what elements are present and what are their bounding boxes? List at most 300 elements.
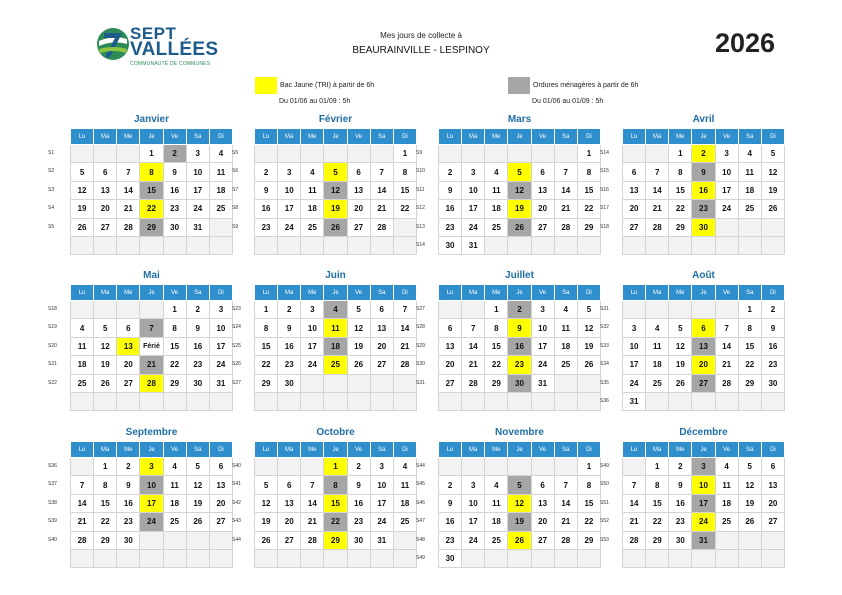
day-cell: 20	[531, 200, 554, 218]
day-cell: 3	[462, 476, 485, 494]
day-cell: 3	[140, 458, 163, 476]
day-cell: 10	[623, 337, 646, 355]
day-header: Lu	[71, 285, 94, 301]
day-cell: 7	[71, 476, 94, 494]
day-cell: 28	[370, 218, 393, 236]
day-cell: 1	[669, 145, 692, 163]
week-number: S40	[232, 463, 241, 469]
empty-cell	[209, 218, 232, 236]
day-cell: 8	[393, 163, 416, 181]
day-header: Lu	[623, 285, 646, 301]
day-cell: 27	[278, 531, 301, 549]
empty-cell	[554, 145, 577, 163]
day-header: Je	[324, 442, 347, 458]
day-cell: 1	[485, 301, 508, 319]
day-cell: 4	[554, 301, 577, 319]
day-cell: 5	[669, 319, 692, 337]
empty-cell	[71, 458, 94, 476]
day-cell: 12	[324, 181, 347, 199]
empty-cell	[94, 301, 117, 319]
empty-cell	[738, 531, 761, 549]
week-numbers	[48, 457, 68, 549]
day-header: Sa	[738, 442, 761, 458]
empty-cell	[646, 301, 669, 319]
empty-cell	[462, 392, 485, 410]
day-cell: 16	[186, 337, 209, 355]
day-cell: 23	[669, 513, 692, 531]
week-number: S44	[416, 463, 425, 469]
day-cell: 13	[117, 337, 140, 355]
day-cell: 13	[531, 181, 554, 199]
day-cell: 14	[393, 319, 416, 337]
day-cell: 29	[738, 374, 761, 392]
day-cell: 1	[94, 458, 117, 476]
day-cell: 9	[163, 163, 186, 181]
day-cell: 7	[554, 476, 577, 494]
legend-gray-sub: Du 01/06 au 01/09 : 5h	[532, 98, 604, 105]
empty-cell	[140, 531, 163, 549]
day-cell: 9	[439, 494, 462, 512]
empty-cell	[508, 549, 531, 567]
day-cell: 23	[439, 218, 462, 236]
day-cell: 23	[508, 356, 531, 374]
day-header: Ma	[646, 285, 669, 301]
day-cell: 24	[623, 374, 646, 392]
day-cell: 24	[370, 513, 393, 531]
day-cell: 17	[692, 494, 715, 512]
week-numbers	[416, 300, 436, 392]
week-number: S21	[48, 361, 57, 368]
empty-cell	[117, 392, 140, 410]
day-cell: 5	[94, 319, 117, 337]
day-cell: 28	[140, 374, 163, 392]
day-cell: 25	[209, 200, 232, 218]
day-cell: 27	[209, 513, 232, 531]
week-numbers	[232, 457, 252, 549]
day-cell: 3	[209, 301, 232, 319]
day-cell: 26	[324, 218, 347, 236]
day-header: Di	[577, 129, 600, 145]
day-cell: 1	[577, 145, 600, 163]
week-number: S53	[600, 536, 609, 543]
empty-cell	[140, 549, 163, 567]
day-cell: 1	[646, 458, 669, 476]
day-cell: 10	[370, 476, 393, 494]
day-cell: 1	[393, 145, 416, 163]
day-cell: 17	[715, 181, 738, 199]
empty-cell	[554, 374, 577, 392]
day-cell: 13	[347, 181, 370, 199]
logo-line-1: SEPT	[130, 24, 177, 43]
day-cell: 25	[301, 218, 324, 236]
day-cell: 3	[531, 301, 554, 319]
day-cell: 24	[186, 200, 209, 218]
day-cell: 30	[439, 549, 462, 567]
day-cell: 31	[462, 236, 485, 254]
day-cell: 22	[324, 513, 347, 531]
day-cell: 8	[577, 476, 600, 494]
week-number: S33	[600, 342, 609, 349]
empty-cell	[94, 549, 117, 567]
day-cell: 10	[186, 163, 209, 181]
day-cell: 24	[462, 218, 485, 236]
day-cell: 17	[462, 200, 485, 218]
empty-cell	[577, 236, 600, 254]
day-cell: 21	[462, 356, 485, 374]
empty-cell	[531, 549, 554, 567]
month-grid	[254, 441, 417, 568]
day-cell: 14	[554, 494, 577, 512]
empty-cell	[117, 236, 140, 254]
day-cell: 6	[94, 163, 117, 181]
week-number: S26	[232, 361, 241, 368]
day-cell: 18	[715, 494, 738, 512]
day-cell: 23	[761, 356, 784, 374]
empty-cell	[324, 549, 347, 567]
day-header: Je	[324, 285, 347, 301]
day-header: Ma	[278, 285, 301, 301]
day-header: Sa	[370, 129, 393, 145]
week-numbers	[600, 144, 620, 236]
empty-cell	[186, 392, 209, 410]
empty-cell	[738, 392, 761, 410]
day-cell: 31	[370, 531, 393, 549]
empty-cell	[623, 301, 646, 319]
empty-cell	[761, 531, 784, 549]
day-cell: 18	[71, 356, 94, 374]
day-cell: 26	[347, 356, 370, 374]
empty-cell	[462, 549, 485, 567]
empty-cell	[646, 392, 669, 410]
empty-cell	[439, 458, 462, 476]
day-cell: 28	[715, 374, 738, 392]
day-cell: 25	[715, 513, 738, 531]
legend-gray-swatch	[508, 77, 530, 94]
week-number: S36	[48, 463, 57, 469]
empty-cell	[692, 392, 715, 410]
day-cell: 25	[738, 200, 761, 218]
empty-cell	[439, 145, 462, 163]
day-header: Lu	[255, 129, 278, 145]
day-header: Ma	[646, 442, 669, 458]
day-header: Di	[761, 442, 784, 458]
day-cell: 20	[209, 494, 232, 512]
day-cell: 9	[186, 319, 209, 337]
day-cell: 20	[370, 337, 393, 355]
day-cell: 29	[140, 218, 163, 236]
day-cell: 28	[71, 531, 94, 549]
day-cell: 26	[738, 513, 761, 531]
day-cell: 20	[278, 513, 301, 531]
day-cell: 12	[347, 319, 370, 337]
day-cell: 7	[140, 319, 163, 337]
month-grid	[622, 128, 785, 255]
empty-cell	[94, 392, 117, 410]
day-header: Ve	[715, 285, 738, 301]
empty-cell	[577, 549, 600, 567]
day-cell: 14	[117, 181, 140, 199]
week-number: S6	[232, 168, 239, 175]
day-cell: 3	[692, 458, 715, 476]
day-header: Me	[117, 442, 140, 458]
week-number: S49	[600, 463, 609, 469]
empty-cell	[255, 458, 278, 476]
day-cell: 4	[738, 145, 761, 163]
empty-cell	[301, 374, 324, 392]
day-cell: 29	[324, 531, 347, 549]
day-header: Ma	[94, 285, 117, 301]
month-name: Juillet	[505, 270, 534, 281]
empty-cell	[301, 392, 324, 410]
empty-cell	[646, 549, 669, 567]
day-cell: 1	[140, 145, 163, 163]
empty-cell	[370, 145, 393, 163]
day-cell: 13	[370, 319, 393, 337]
day-cell: 30	[692, 218, 715, 236]
day-cell: 19	[186, 494, 209, 512]
empty-cell	[163, 392, 186, 410]
day-cell: 14	[370, 181, 393, 199]
empty-cell	[462, 145, 485, 163]
empty-cell	[531, 392, 554, 410]
day-header: Ve	[531, 442, 554, 458]
day-cell: 5	[577, 301, 600, 319]
day-cell: 12	[508, 181, 531, 199]
legend-yellow-swatch	[255, 77, 277, 94]
day-cell: 11	[71, 337, 94, 355]
day-header: Je	[692, 129, 715, 145]
day-header: Me	[117, 129, 140, 145]
day-cell: 14	[301, 494, 324, 512]
day-cell: 15	[577, 494, 600, 512]
day-cell: 2	[692, 145, 715, 163]
day-cell: 6	[278, 476, 301, 494]
month-name: Mars	[507, 114, 532, 125]
day-cell: 23	[347, 513, 370, 531]
week-number: S24	[232, 324, 241, 331]
day-cell: 11	[209, 163, 232, 181]
empty-cell	[347, 145, 370, 163]
week-number: S25	[232, 342, 241, 349]
day-cell: 8	[140, 163, 163, 181]
day-cell: 28	[646, 218, 669, 236]
day-cell: 16	[761, 337, 784, 355]
week-numbers	[232, 144, 252, 236]
day-cell: 13	[531, 494, 554, 512]
day-header: Di	[393, 442, 416, 458]
day-cell: 4	[646, 319, 669, 337]
month-name: Octobre	[316, 427, 355, 438]
day-cell: 23	[255, 218, 278, 236]
empty-cell	[324, 236, 347, 254]
empty-cell	[301, 458, 324, 476]
day-cell: 10	[462, 181, 485, 199]
day-cell: 5	[71, 163, 94, 181]
day-cell: 2	[255, 163, 278, 181]
week-number: S8	[232, 205, 239, 212]
day-cell: 25	[485, 218, 508, 236]
day-cell: 21	[623, 513, 646, 531]
day-header: Di	[209, 442, 232, 458]
day-cell: 15	[255, 337, 278, 355]
day-cell: Férié	[140, 337, 163, 355]
day-cell: 3	[186, 145, 209, 163]
header-subtitle: Mes jours de collecte à	[380, 31, 462, 40]
day-header: Je	[508, 285, 531, 301]
day-cell: 19	[577, 337, 600, 355]
week-numbers	[416, 457, 436, 567]
day-cell: 30	[117, 531, 140, 549]
empty-cell	[393, 549, 416, 567]
week-number: S52	[600, 518, 609, 525]
day-cell: 7	[554, 163, 577, 181]
week-number: S48	[416, 536, 425, 543]
day-cell: 4	[485, 163, 508, 181]
day-header: Me	[301, 442, 324, 458]
day-cell: 28	[554, 218, 577, 236]
day-cell: 26	[255, 531, 278, 549]
day-header: Lu	[439, 129, 462, 145]
empty-cell	[462, 301, 485, 319]
day-header: Me	[669, 285, 692, 301]
day-header: Je	[140, 285, 163, 301]
week-number: S13	[416, 223, 425, 230]
day-cell: 5	[508, 476, 531, 494]
day-cell: 8	[94, 476, 117, 494]
empty-cell	[301, 145, 324, 163]
week-number: S42	[232, 499, 241, 506]
week-number: S18	[600, 223, 609, 230]
day-cell: 18	[738, 181, 761, 199]
day-header: Lu	[623, 129, 646, 145]
empty-cell	[554, 392, 577, 410]
empty-cell	[485, 549, 508, 567]
empty-cell	[347, 392, 370, 410]
day-cell: 2	[163, 145, 186, 163]
day-cell: 9	[439, 181, 462, 199]
logo-line-2: VALLÉES	[130, 39, 219, 60]
day-header: Ma	[462, 285, 485, 301]
day-header: Sa	[554, 129, 577, 145]
month-grid	[622, 441, 785, 568]
day-cell: 22	[485, 356, 508, 374]
day-cell: 10	[278, 181, 301, 199]
day-cell: 1	[163, 301, 186, 319]
empty-cell	[324, 374, 347, 392]
day-cell: 6	[117, 319, 140, 337]
week-number: S14	[600, 150, 609, 156]
week-number: S27	[416, 306, 425, 312]
day-cell: 21	[554, 513, 577, 531]
day-cell: 2	[186, 301, 209, 319]
empty-cell	[462, 458, 485, 476]
day-cell: 26	[94, 374, 117, 392]
week-number: S32	[600, 324, 609, 331]
week-number: S31	[600, 306, 609, 312]
week-number: S49	[416, 554, 425, 561]
month-name: Septembre	[125, 427, 178, 438]
day-cell: 11	[646, 337, 669, 355]
empty-cell	[370, 374, 393, 392]
empty-cell	[71, 145, 94, 163]
day-cell: 6	[347, 163, 370, 181]
day-header: Lu	[71, 442, 94, 458]
day-cell: 15	[485, 337, 508, 355]
day-cell: 22	[646, 513, 669, 531]
week-number: S37	[48, 481, 57, 488]
day-header: Sa	[186, 129, 209, 145]
day-cell: 25	[554, 356, 577, 374]
empty-cell	[186, 531, 209, 549]
empty-cell	[163, 549, 186, 567]
empty-cell	[278, 549, 301, 567]
day-cell: 26	[577, 356, 600, 374]
week-number: S29	[416, 342, 425, 349]
day-cell: 9	[278, 319, 301, 337]
day-cell: 14	[623, 494, 646, 512]
day-cell: 21	[140, 356, 163, 374]
day-cell: 16	[669, 494, 692, 512]
day-cell: 8	[485, 319, 508, 337]
empty-cell	[186, 549, 209, 567]
empty-cell	[738, 236, 761, 254]
day-cell: 9	[117, 476, 140, 494]
month-name: Août	[692, 270, 715, 281]
empty-cell	[209, 531, 232, 549]
week-number: S39	[48, 518, 57, 525]
empty-cell	[761, 549, 784, 567]
day-cell: 27	[439, 374, 462, 392]
day-header: Sa	[186, 285, 209, 301]
empty-cell	[94, 236, 117, 254]
day-header: Je	[508, 129, 531, 145]
day-cell: 10	[715, 163, 738, 181]
empty-cell	[715, 531, 738, 549]
day-cell: 29	[646, 531, 669, 549]
day-header: Me	[669, 129, 692, 145]
day-cell: 20	[117, 356, 140, 374]
week-number: S1	[48, 150, 55, 156]
day-header: Lu	[71, 129, 94, 145]
day-cell: 29	[577, 531, 600, 549]
day-header: Ve	[347, 442, 370, 458]
day-cell: 20	[761, 494, 784, 512]
day-cell: 12	[186, 476, 209, 494]
day-cell: 17	[623, 356, 646, 374]
day-cell: 31	[186, 218, 209, 236]
empty-cell	[485, 392, 508, 410]
empty-cell	[393, 392, 416, 410]
empty-cell	[715, 392, 738, 410]
empty-cell	[623, 145, 646, 163]
day-cell: 13	[761, 476, 784, 494]
day-cell: 27	[94, 218, 117, 236]
day-cell: 16	[508, 337, 531, 355]
day-header: Ma	[94, 442, 117, 458]
day-cell: 21	[117, 200, 140, 218]
day-cell: 22	[255, 356, 278, 374]
day-cell: 1	[255, 301, 278, 319]
month-name: Décembre	[679, 427, 728, 438]
day-cell: 1	[738, 301, 761, 319]
day-cell: 9	[347, 476, 370, 494]
week-number: S41	[232, 481, 241, 488]
day-cell: 4	[393, 458, 416, 476]
empty-cell	[646, 145, 669, 163]
day-cell: 17	[531, 337, 554, 355]
empty-cell	[623, 236, 646, 254]
empty-cell	[255, 236, 278, 254]
